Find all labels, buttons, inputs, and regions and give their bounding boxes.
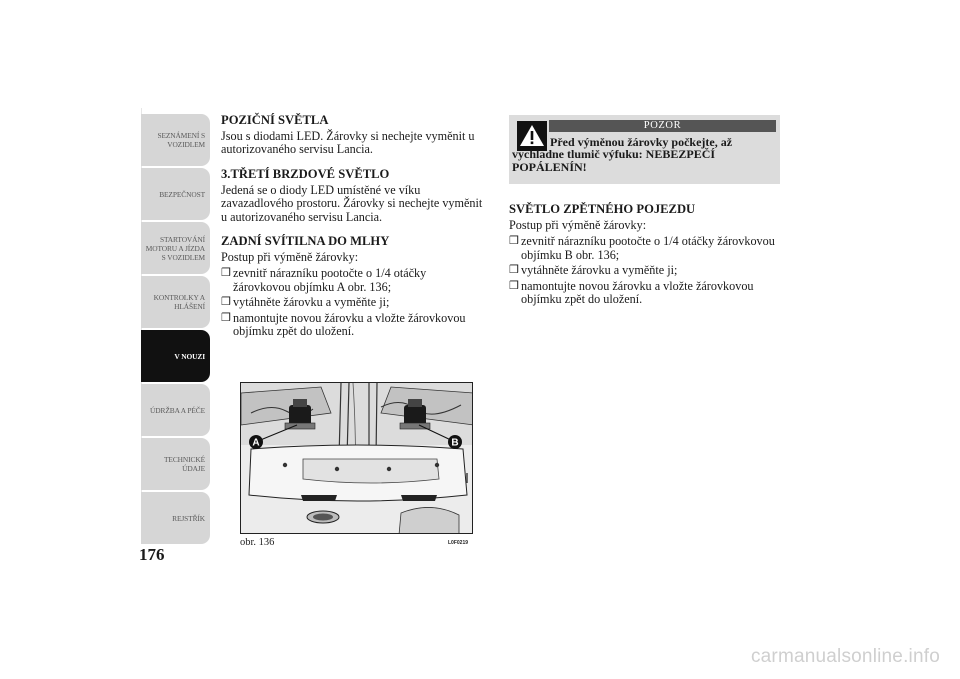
step-item	[221, 267, 483, 294]
step-text: zevnitř nárazníku pootočte o 1/4 otáčky žárovkovou objímku A obr. 136;	[233, 266, 427, 294]
tab-startovani[interactable]	[141, 222, 210, 274]
tab-bezpecnost[interactable]	[141, 168, 210, 220]
step-text: namontujte novou žárovku a vložte žárovkovou objímku zpět do uložení.	[233, 310, 466, 339]
tab-technicke-udaje[interactable]	[141, 438, 210, 490]
warning-title: POZOR	[549, 120, 776, 132]
checkbox-icon: ❒	[509, 279, 519, 292]
warning-text: Před výměnou žárovky počkejte, až vychladne tlumič výfuku: NEBEZPEČÍ POPÁLENÍN!	[512, 135, 733, 174]
tab-label: SEZNÁMENÍ S VOZIDLEM	[157, 131, 205, 149]
tab-label: STARTOVÁNÍ MOTORU A JÍZDA S VOZIDLEM	[145, 234, 205, 262]
bumper-illustration	[241, 383, 473, 534]
step-text: vytáhněte žárovku a vyměňte ji;	[521, 263, 678, 278]
section-text: Postup při výměně žárovky:	[509, 218, 647, 232]
tab-label: V NOUZI	[174, 351, 205, 361]
tab-seznameni[interactable]	[141, 114, 210, 166]
section-text: Jedená se o diody LED umístěné ve víku zavazadlového prostoru. Žárovky si nechejte vyměnit u autorizovaného servisu Lancia.	[221, 182, 483, 224]
warning-box	[509, 115, 780, 184]
section-heading: ZADNÍ SVÍTILNA DO MLHY	[221, 234, 390, 249]
callout-b-label: B	[451, 437, 459, 449]
tab-label: ÚDRŽBA A PÉČE	[150, 405, 205, 415]
step-item	[221, 296, 483, 309]
step-item	[221, 312, 483, 339]
tab-label: BEZPEČNOST	[159, 189, 205, 199]
step-item	[509, 235, 779, 262]
step-list	[221, 267, 483, 338]
section-heading: 3.TŘETÍ BRZDOVÉ SVĚTLO	[221, 166, 390, 181]
step-item	[509, 280, 779, 307]
figure-caption: obr. 136	[240, 537, 275, 548]
step-text: namontujte novou žárovku a vložte žárovkovou objímku zpět do uložení.	[521, 278, 754, 307]
checkbox-icon: ❒	[509, 235, 519, 248]
tab-rejstrik[interactable]	[141, 492, 210, 544]
figure-136	[240, 382, 473, 534]
step-item	[509, 264, 779, 277]
section-text: Postup při výměně žárovky:	[221, 250, 359, 265]
tab-label: KONTROLKY A HLÁŠENÍ	[153, 293, 205, 311]
left-column	[221, 113, 483, 340]
figure-code: L0F0219	[448, 540, 469, 546]
step-text: vytáhněte žárovku a vyměňte ji;	[233, 295, 390, 310]
right-column	[509, 202, 779, 308]
step-text: zevnitř nárazníku pootočte o 1/4 otáčky žárovkovou objímku B obr. 136;	[521, 234, 775, 262]
section-heading: SVĚTLO ZPĚTNÉHO POJEZDU	[509, 202, 696, 216]
tab-udrzba[interactable]	[141, 384, 210, 436]
checkbox-icon: ❒	[221, 296, 231, 309]
section-heading: POZIČNÍ SVĚTLA	[221, 113, 329, 127]
page-number: 176	[139, 545, 165, 564]
tab-kontrolky[interactable]	[141, 276, 210, 328]
tab-v-nouzi[interactable]	[141, 330, 210, 382]
tab-label: REJSTŘÍK	[172, 513, 205, 523]
checkbox-icon: ❒	[221, 267, 231, 280]
tab-label: TECHNICKÉ ÚDAJE	[164, 455, 205, 473]
callout-a-label: A	[252, 437, 260, 449]
section-text: Jsou s diodami LED. Žárovky si nechejte vyměnit u autorizovaného servisu Lancia.	[221, 129, 475, 157]
checkbox-icon: ❒	[221, 311, 231, 324]
checkbox-icon: ❒	[509, 264, 519, 277]
watermark: carmanualsonline.info	[750, 646, 940, 667]
step-list	[509, 235, 779, 306]
